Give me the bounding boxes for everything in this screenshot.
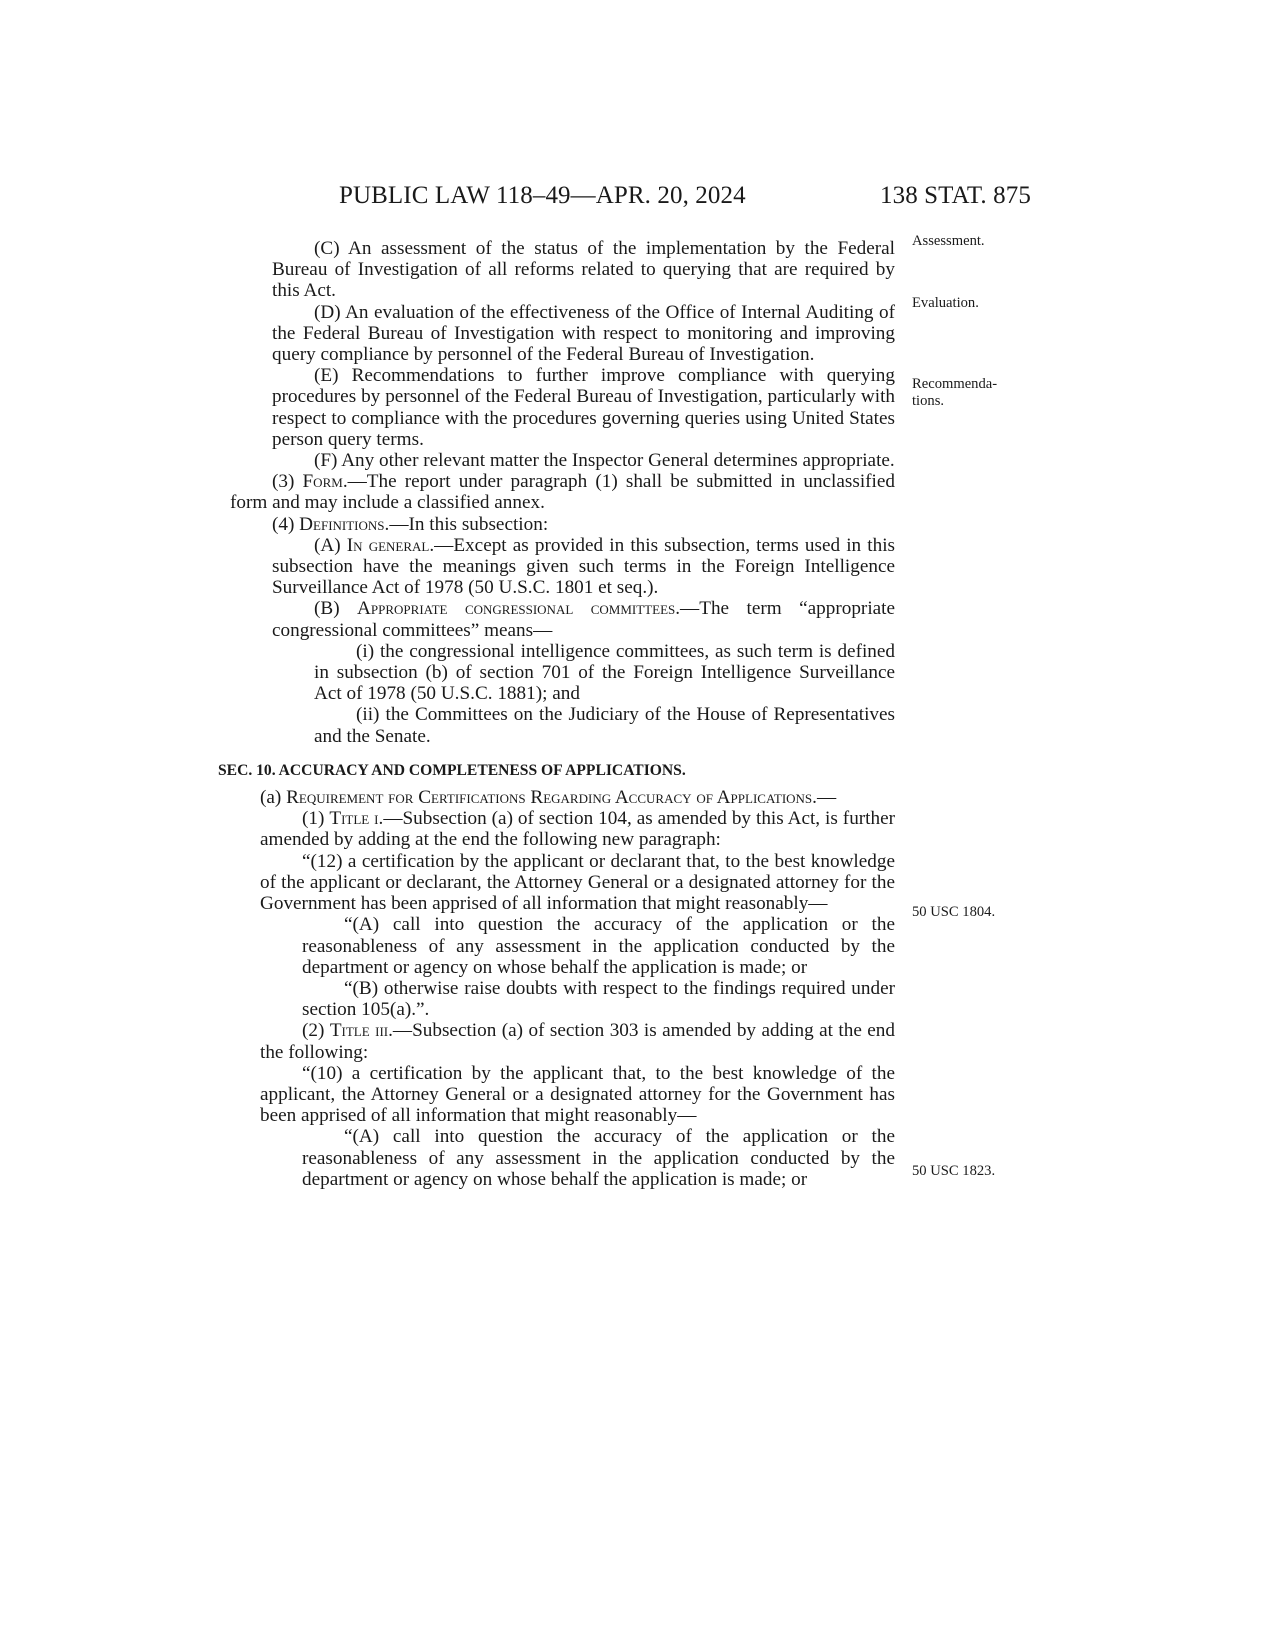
quoted-subparagraph-a: “(A) call into question the accuracy of the application or the reasonableness of any assessment in the application conducted by the department or agency on whose behalf the application is made; or (302, 914, 895, 978)
paragraph-number: (2) (302, 1020, 330, 1042)
document-body (218, 238, 896, 1190)
quoted-subparagraph-b: “(B) otherwise raise doubts with respect to the findings required under section 105(a).”. (302, 977, 895, 1021)
paragraph-d: (D) An evaluation of the effectiveness of the Office of Internal Auditing of the Federal Bureau of Investigation with respect to monitoring and improving query compliance by personnel of the Federal Bureau of Investigation. (272, 301, 895, 366)
paragraph-text: .—Subsection (a) of section 303 is amended by adding at the end the following: (260, 1020, 895, 1063)
margin-note-usc-1804: 50 USC 1804. (912, 904, 996, 920)
paragraph-committees (230, 598, 895, 640)
paragraph-f: (F) Any other relevant matter the Inspector General determines appropriate. (314, 450, 895, 472)
section-heading: SEC. 10. ACCURACY AND COMPLETENESS OF APPLICATIONS. (218, 761, 686, 779)
margin-note-recommendations (912, 376, 997, 410)
paragraph-e: (E) Recommendations to further improve compliance with querying procedures by personnel of the Federal Bureau of Investigation, particularly with respect to compliance with the procedures governing queries using United States person query terms. (272, 365, 895, 450)
subsection-a (218, 787, 895, 808)
paragraph-heading: Title i (329, 808, 379, 830)
paragraph-definitions (230, 514, 895, 535)
paragraph-text: .—Subsection (a) of section 104, as amended by this Act, is further amended by adding at the end the following new paragraph: (260, 808, 896, 851)
running-header-title: PUBLIC LAW 118–49—APR. 20, 2024 (339, 182, 746, 209)
paragraph-form (230, 471, 895, 513)
paragraph-text: .—The report under paragraph (1) shall be submitted in unclassified form and may include a classified annex. (230, 471, 896, 514)
paragraph-heading: Requirement for Certifications Regarding Accuracy of Applications (286, 787, 813, 809)
margin-note-line: Recommenda- (912, 376, 998, 392)
paragraph-c: (C) An assessment of the status of the implementation by the Federal Bureau of Investigation of all reforms related to querying that are required by this Act. (272, 238, 895, 302)
paragraph-heading: In general (346, 534, 430, 556)
paragraph-text: .—The term “appropriate congressional committees” means— (272, 598, 896, 641)
paragraph-number: (1) (302, 808, 330, 830)
quoted-paragraph-10: “(10) a certification by the applicant that, to the best knowledge of the applicant, the Attorney General or a designated attorney for the Government has been apprised of all information that might reasonably— (260, 1062, 895, 1127)
paragraph-heading: Appropriate congressional committees (357, 598, 676, 620)
paragraph-number: (a) (260, 787, 287, 809)
paragraph-heading: Definitions (299, 513, 385, 535)
page-number: 138 STAT. 875 (880, 182, 1031, 209)
paragraph-text: .—Except as provided in this subsection, terms used in this subsection have the meanings given such terms in the Foreign Intelligence Surveillance Act of 1978 (50 U.S.C. 1801 et seq.). (272, 534, 896, 599)
margin-note-line: tions. (912, 393, 945, 409)
paragraph-text: .— (812, 787, 837, 809)
clause-i: (i) the congressional intelligence committees, as such term is defined in subsection (b) of section 701 of the Foreign Intelligence Surveillance Act of 1978 (50 U.S.C. 1881); and (314, 640, 895, 705)
paragraph-heading: Title iii (329, 1020, 389, 1042)
margin-note-assessment: Assessment. (912, 233, 985, 249)
paragraph-number: (A) (314, 534, 347, 556)
paragraph-title-iii (260, 1020, 895, 1062)
paragraph-text: .—In this subsection: (384, 513, 549, 535)
quoted-paragraph-12: “(12) a certification by the applicant or declarant that, to the best knowledge of the applicant or declarant, the Attorney General or a designated attorney for the Government has been apprised of all information that might reasonably— (260, 850, 895, 915)
margin-note-evaluation: Evaluation. (912, 295, 979, 311)
paragraph-title-i (260, 808, 895, 850)
paragraph-number: (3) (272, 471, 303, 493)
paragraph-heading: Form (302, 471, 343, 493)
paragraph-number: (B) (314, 598, 358, 620)
margin-note-usc-1823: 50 USC 1823. (912, 1163, 996, 1179)
paragraph-number: (4) (272, 513, 300, 535)
quoted-subparagraph-a-10: “(A) call into question the accuracy of the application or the reasonableness of any assessment in the application conducted by the department or agency on whose behalf the application is made; or (302, 1126, 895, 1190)
paragraph-in-general (230, 535, 895, 599)
clause-ii: (ii) the Committees on the Judiciary of the House of Representatives and the Senate. (314, 704, 895, 747)
